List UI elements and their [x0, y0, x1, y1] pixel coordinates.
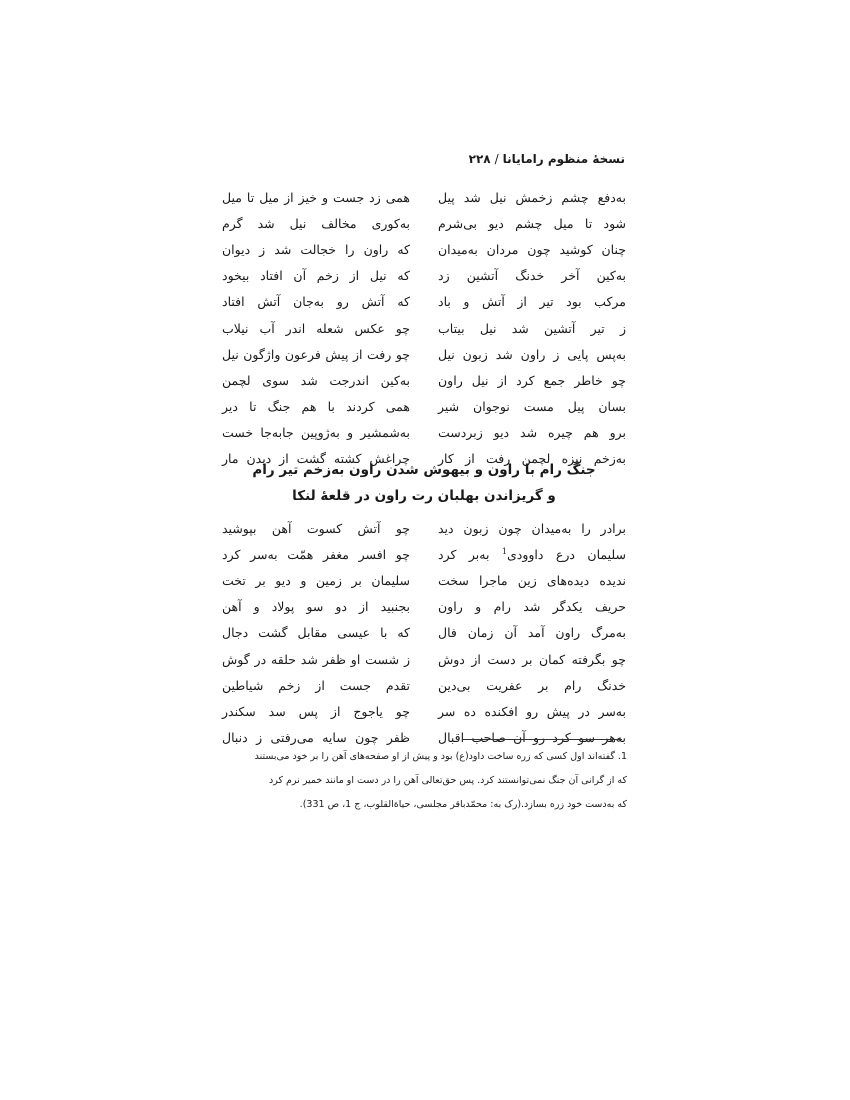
- couplet: [222, 237, 626, 263]
- hemistich-right: مرکب بود تیر از آتش و باد: [438, 294, 626, 310]
- hemistich-left: که آتش رو به‌جان آتش افتاد: [222, 294, 410, 310]
- section-title-line-2: و گریزاندن بهلبان رت راون در قلعهٔ لنکا: [292, 488, 556, 504]
- hemistich-left: چو یاجوج از پس سد سکندر: [222, 703, 410, 719]
- couplet: [222, 699, 626, 725]
- couplet: [222, 315, 626, 341]
- footnote: [222, 745, 627, 817]
- hemistich-right: به‌دفع چشم زخمش نیل شد پیل: [438, 190, 626, 206]
- poem-section-2: [222, 516, 626, 751]
- footnote-divider: [462, 739, 622, 740]
- hemistich-left: چو عکس شعله اندر آب نیلاب: [222, 320, 410, 336]
- hemistich-right: چو خاطر جمع کرد از نیل راون: [438, 372, 626, 388]
- header-separator: /: [494, 152, 499, 166]
- hemistich-left: بجنبید از دو سو پولاد و آهن: [222, 599, 410, 615]
- couplet: [222, 368, 626, 394]
- section-title-line-1: جنگ رام با راون و بیهوش شدن راون به‌زخم تیر رام: [252, 462, 596, 478]
- hemistich-left: که نیل از زخم آن افتاد بیخود: [222, 268, 410, 284]
- couplet: [222, 394, 626, 420]
- hemistich-tail: به‌بر کرد: [438, 547, 502, 563]
- footnote-line: 1. گفته‌اند اول کسی که زره ساخت داود(ع) بود و پیش از او صفحه‌های آهن را بر خود می‌بستند: [254, 751, 627, 762]
- couplet: [222, 620, 626, 646]
- hemistich-right: به‌مرگ راون آمد آن زمان فال: [438, 625, 626, 641]
- hemistich-left: چو رفت از پیش فرعون واژگون نیل: [222, 346, 410, 362]
- hemistich-right: حریف یکدگر شد رام و راون: [438, 599, 626, 615]
- hemistich-right: خدنگ رام بر عفریت بی‌دین: [438, 677, 626, 693]
- hemistich-left: به‌کین اندرجت شد سوی لچمن: [222, 372, 410, 388]
- hemistich-left: تقدم جست از زخم شیاطین: [222, 677, 410, 693]
- footnote-line: که از گرانی آن جنگ نمی‌توانستند کرد. پس حق‌تعالی آهن را در دست او مانند خمیر نرم کرد: [269, 775, 627, 786]
- hemistich-right: به‌زخم نیزه لچمن رفت از کار: [438, 450, 626, 466]
- couplet: [222, 211, 626, 237]
- couplet: [222, 263, 626, 289]
- hemistich-right: به‌هر سو کرد رو آن صاحب اقبال: [438, 729, 626, 745]
- page-number: ۲۲۸: [468, 152, 491, 166]
- couplet: [222, 342, 626, 368]
- couplet: [222, 646, 626, 672]
- hemistich-left: که با عیسی مقابل گشت دجال: [222, 625, 410, 641]
- hemistich-right: برو هم چیره شد دیو زبردست: [438, 424, 626, 440]
- couplet: [222, 289, 626, 315]
- couplet: [222, 516, 626, 542]
- hemistich-left: به‌شمشیر و به‌ژوپین جابه‌جا خست: [222, 424, 410, 440]
- hemistich-left: چراغش کشته گشت از دیدن مار: [222, 450, 410, 466]
- hemistich-right: شود تا میل چشم دیو بی‌شرم: [438, 216, 626, 232]
- book-title: نسخهٔ منظوم رامایانا: [502, 152, 625, 166]
- hemistich-left: همی زد جست و خیز از میل تا میل: [222, 190, 410, 206]
- footnote-marker: 1: [501, 546, 507, 556]
- hemistich-left: ظفر چون سایه می‌رفتی ز دنبال: [222, 729, 410, 745]
- couplet: [222, 542, 626, 568]
- hemistich-left: به‌کوری مخالف نیل شد گرم: [222, 216, 410, 232]
- hemistich-left: چو آتش کسوت آهن بپوشید: [222, 521, 410, 537]
- couplet: [222, 568, 626, 594]
- hemistich-left: همی کردند با هم جنگ تا دیر: [222, 398, 410, 414]
- hemistich-left: چو افسر مغفر همّت به‌سر کرد: [222, 547, 410, 563]
- hemistich-right: به‌سر در پیش رو افکنده ده سر: [438, 703, 626, 719]
- hemistich-right: بسان پیل مست نوجوان شیر: [438, 398, 626, 414]
- hemistich-right: ز تیر آتشین شد نیل بیتاب: [438, 320, 626, 336]
- footnote-line: که به‌دست خود زره بسازد.(رک به: محمّدباقر مجلسی، حیاة‌القلوب، ج 1، ص 331).: [299, 799, 627, 810]
- running-head: [220, 150, 625, 168]
- couplet: [222, 673, 626, 699]
- couplet: [222, 185, 626, 211]
- couplet: [222, 594, 626, 620]
- couplet: [222, 420, 626, 446]
- hemistich-right: به‌کین آخر خدنگ آتشین زد: [438, 268, 626, 284]
- hemistich-right: ندیده دیده‌های زین ماجرا سخت: [438, 573, 626, 589]
- hemistich-left: سلیمان بر زمین و دیو بر تخت: [222, 573, 410, 589]
- hemistich-right: سلیمان درع داوودی$^1$ به‌بر کرد: [438, 546, 626, 563]
- hemistich-right: برادر را به‌میدان چون زبون دید: [438, 521, 626, 537]
- hemistich-left: که راون را خجالت شد ز دیوان: [222, 242, 410, 258]
- hemistich-left: ز شست او ظفر شد حلقه در گوش: [222, 651, 410, 667]
- hemistich-right: چو بگرفته کمان بر دست از دوش: [438, 651, 626, 667]
- hemistich-right: به‌پس پایی ز راون شد زبون نیل: [438, 346, 626, 362]
- hemistich-right: چنان کوشید چون مردان به‌میدان: [438, 242, 626, 258]
- poem-section-1: [222, 185, 626, 472]
